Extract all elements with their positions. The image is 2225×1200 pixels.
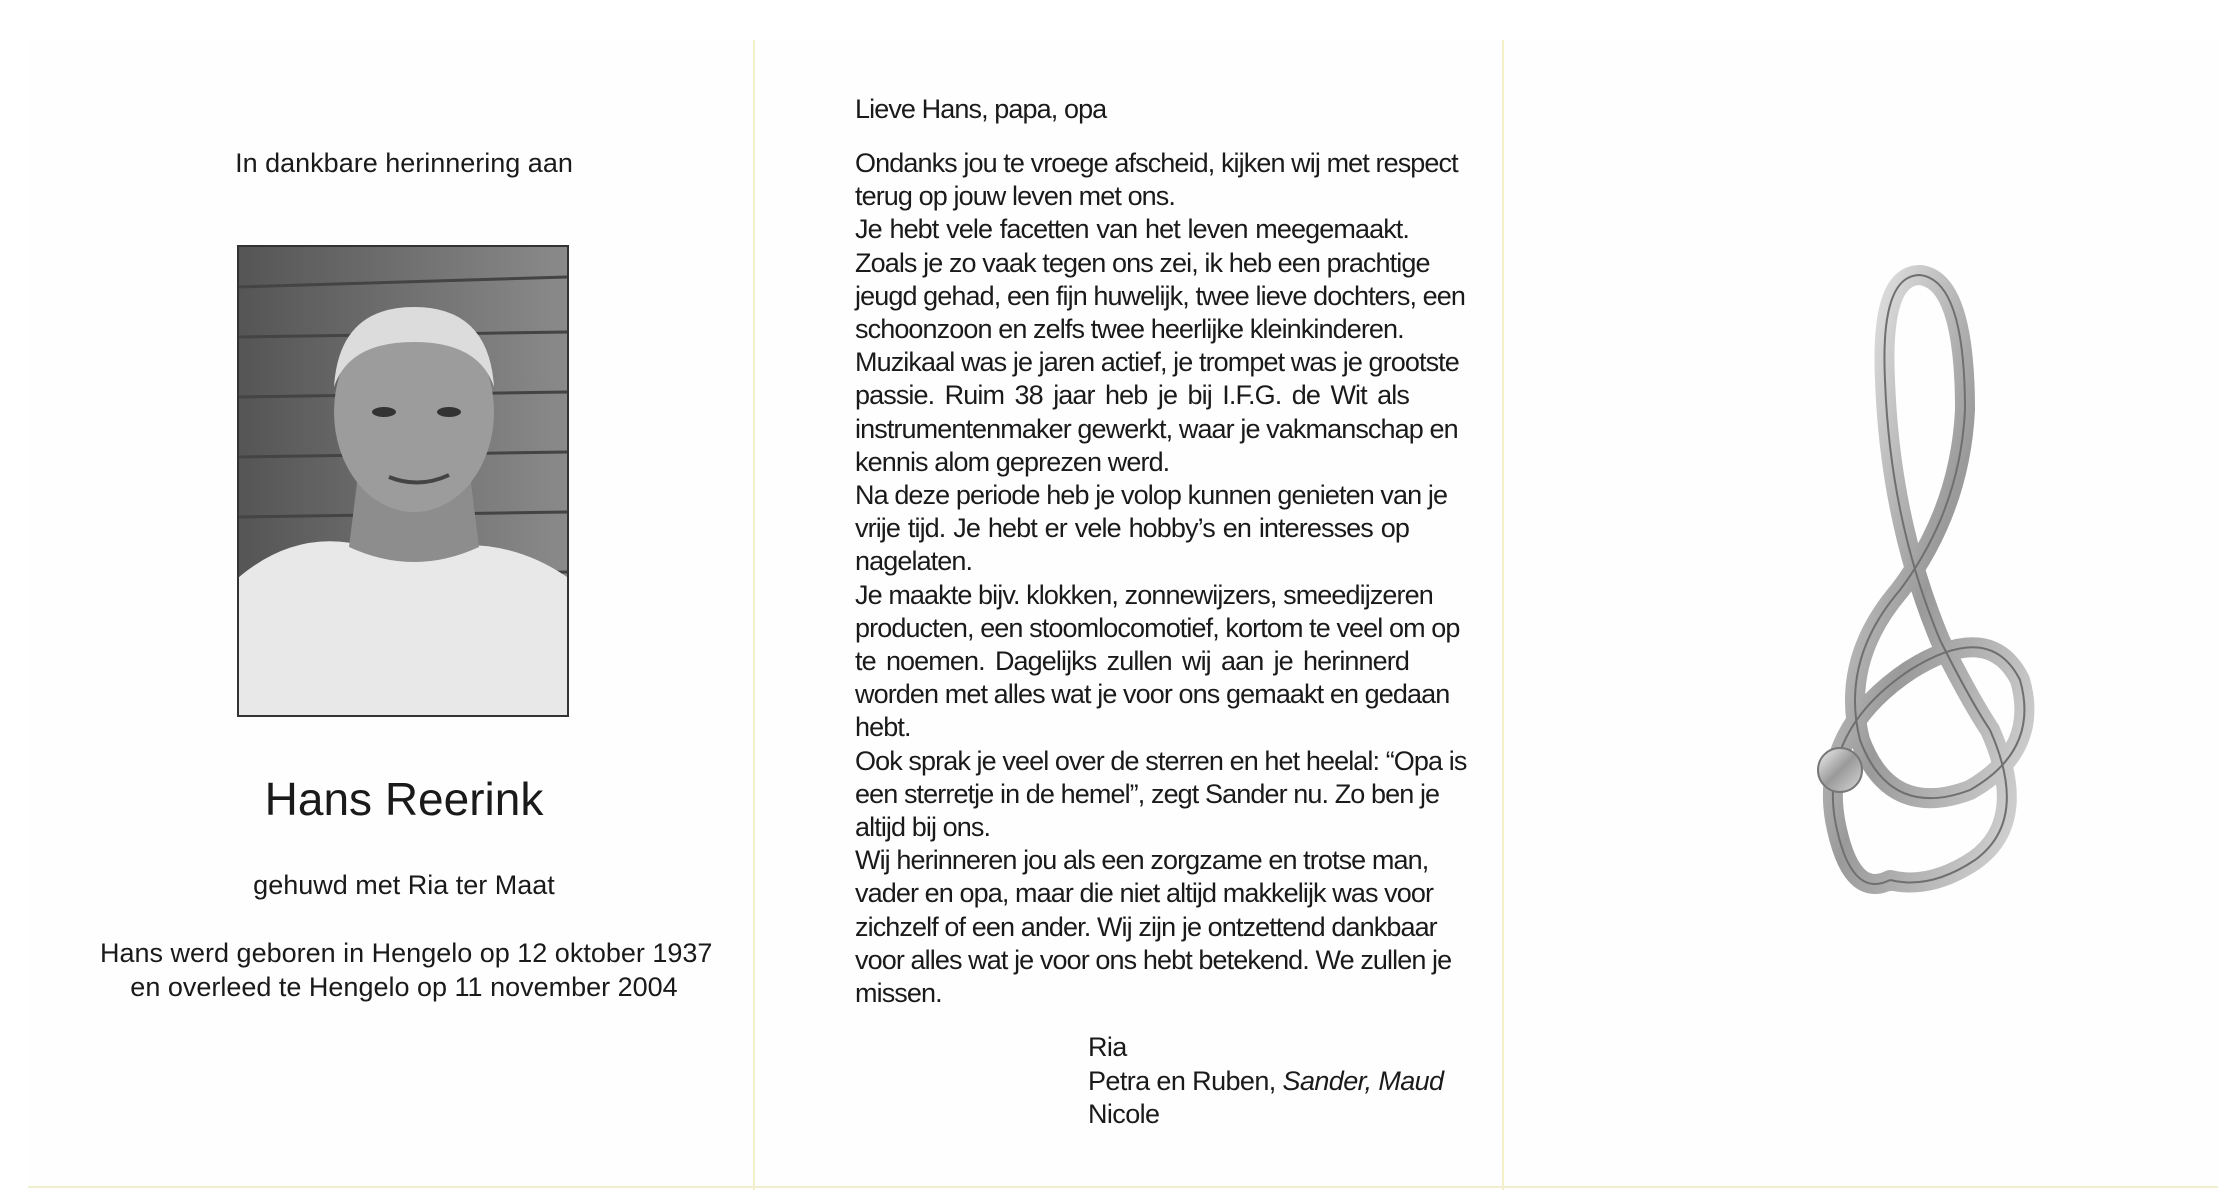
message-line: kennis alom geprezen werd. (855, 446, 1170, 477)
message-line: passie. Ruim 38 jaar heb je bij I.F.G. de Wit als (855, 380, 1409, 411)
fold-line (753, 40, 755, 1190)
signature-grandchildren: Sander, Maud (1282, 1066, 1444, 1096)
message-line: instrumentenmaker gewerkt, waar je vakmanschap en (855, 413, 1458, 444)
born-text: Hans werd geboren in Hengelo op 12 oktober 1937 (100, 938, 713, 968)
message-line: jeugd gehad, een fijn huwelijk, twee lieve dochters, een (855, 280, 1466, 311)
message-line: Ondanks jou te vroege afscheid, kijken wij met respect (855, 148, 1458, 178)
married-text: gehuwd met Ria ter Maat (253, 870, 555, 900)
died-text: en overleed te Hengelo op 11 november 2004 (130, 972, 678, 1002)
intro-text: In dankbare herinnering aan (235, 148, 573, 178)
message-line: zichzelf of een ander. Wij zijn je ontzettend dankbaar (855, 911, 1437, 942)
signature-names: Petra en Ruben, (1088, 1066, 1283, 1096)
message-line: vrije tijd. Je hebt er vele hobby’s en interesses op (855, 513, 1409, 544)
message-line: Ook sprak je veel over de sterren en het heelal: “Opa is (855, 745, 1467, 776)
message-line: Je hebt vele facetten van het leven meegemaakt. (855, 214, 1409, 245)
message-line: worden met alles wat je voor ons gemaakt en gedaan (855, 679, 1450, 710)
card-edge (28, 1186, 2218, 1188)
message-line: producten, een stoomlocomotief, kortom te veel om op (855, 612, 1460, 643)
greeting: Lieve Hans, papa, opa (855, 94, 1107, 124)
message-line: altijd bij ons. (855, 812, 991, 842)
signature-line-3: Nicole (1088, 1099, 1160, 1129)
signature-line-1: Ria (1088, 1032, 1127, 1062)
portrait-photo (237, 245, 569, 717)
message-line: Na deze periode heb je volop kunnen genieten van je (855, 480, 1448, 510)
message-line: terug op jouw leven met ons. (855, 181, 1175, 212)
message-line: voor alles wat je voor ons hebt betekend. We zullen je (855, 944, 1452, 975)
message-line: hebt. (855, 712, 911, 743)
message-line: nagelaten. (855, 546, 973, 577)
message-line: te noemen. Dagelijks zullen wij aan je herinnerd (855, 646, 1409, 676)
treble-clef-icon (1740, 260, 2060, 920)
message-line: Zoals je zo vaak tegen ons zei, ik heb een prachtige (855, 247, 1430, 278)
message-line: vader en opa, maar die niet altijd makkelijk was voor (855, 878, 1434, 909)
message-line: Wij herinneren jou als een zorgzame en trotse man, (855, 845, 1429, 876)
message-line: een sterretje in de hemel”, zegt Sander nu. Zo ben je (855, 778, 1440, 809)
message-line: Muzikaal was je jaren actief, je trompet was je grootste (855, 347, 1459, 378)
signature-line-2 (1088, 1066, 1443, 1097)
message-line: missen. (855, 978, 942, 1008)
message-line: schoonzoon en zelfs twee heerlijke kleinkinderen. (855, 314, 1404, 344)
deceased-name: Hans Reerink (264, 773, 544, 825)
fold-line (1502, 40, 1504, 1190)
message-line: Je maakte bijv. klokken, zonnewijzers, smeedijzeren (855, 579, 1433, 610)
